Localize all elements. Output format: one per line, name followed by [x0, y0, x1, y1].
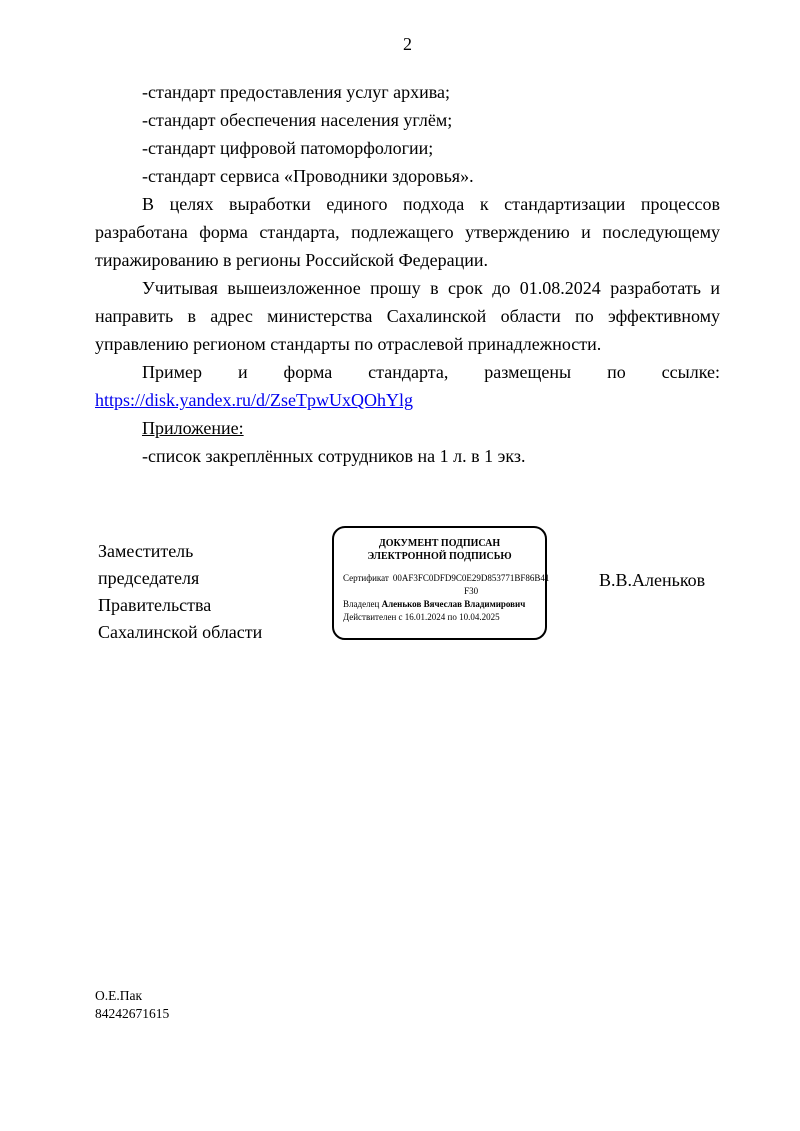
signature-position: [98, 538, 298, 646]
stamp-owner-row: [343, 598, 536, 611]
executor-name: О.Е.Пак: [95, 988, 143, 1003]
certificate-value: 00AF3FC0DFD9C0E29D853771BF86B41 F30: [392, 573, 550, 596]
stamp-certificate-row: [343, 572, 550, 598]
signature-position-line: Правительства: [98, 595, 212, 615]
paragraph-line: направить в адрес министерства Сахалинской области по эффективному: [95, 306, 720, 326]
list-item: -стандарт предоставления услуг архива;: [142, 82, 451, 102]
certificate-label: Сертификат: [343, 573, 389, 583]
list-item: -стандарт цифровой патоморфологии;: [142, 138, 434, 158]
paragraph-line: разработана форма стандарта, подлежащего утверждению и последующему: [95, 222, 720, 242]
page-number: 2: [403, 34, 412, 54]
signature-name: В.В.Аленьков: [599, 570, 706, 590]
attachment-item: -список закреплённых сотрудников на 1 л. в 1 экз.: [142, 446, 526, 466]
paragraph-line: В целях выработки единого подхода к стандартизации процессов: [142, 194, 720, 214]
executor-phone: 84242671615: [95, 1006, 170, 1021]
executor-info: [95, 987, 169, 1023]
signature-block: [98, 526, 740, 646]
signature-position-line: председателя: [98, 568, 200, 588]
yandex-disk-link[interactable]: https://disk.yandex.ru/d/ZseTpwUxQOhYlg: [95, 390, 413, 410]
signature-position-line: Заместитель: [98, 541, 194, 561]
document-body: [95, 78, 720, 470]
paragraph-line: Учитывая вышеизложенное прошу в срок до 01.08.2024 разработать и: [142, 278, 720, 298]
list-item: -стандарт обеспечения населения углём;: [142, 110, 453, 130]
electronic-signature-stamp: [332, 526, 550, 640]
attachment-heading-line: [95, 414, 720, 442]
paragraph-line: Пример и форма стандарта, размещены по ссылке:: [142, 362, 720, 382]
owner-name: Аленьков Вячеслав Владимирович: [381, 599, 526, 609]
stamp-validity: Действителен с 16.01.2024 по 10.04.2025: [343, 612, 500, 622]
list-item: -стандарт сервиса «Проводники здоровья».: [142, 166, 474, 186]
attachment-heading: Приложение:: [142, 418, 244, 438]
paragraph-line: управлению регионом стандарты по отраслевой принадлежности.: [95, 334, 602, 354]
signature-position-line: Сахалинской области: [98, 622, 263, 642]
stamp-title: ДОКУМЕНТ ПОДПИСАН ЭЛЕКТРОННОЙ ПОДПИСЬЮ: [367, 538, 512, 562]
paragraph-line: тиражированию в регионы Российской Федерации.: [95, 250, 488, 270]
owner-label: Владелец: [343, 599, 380, 609]
